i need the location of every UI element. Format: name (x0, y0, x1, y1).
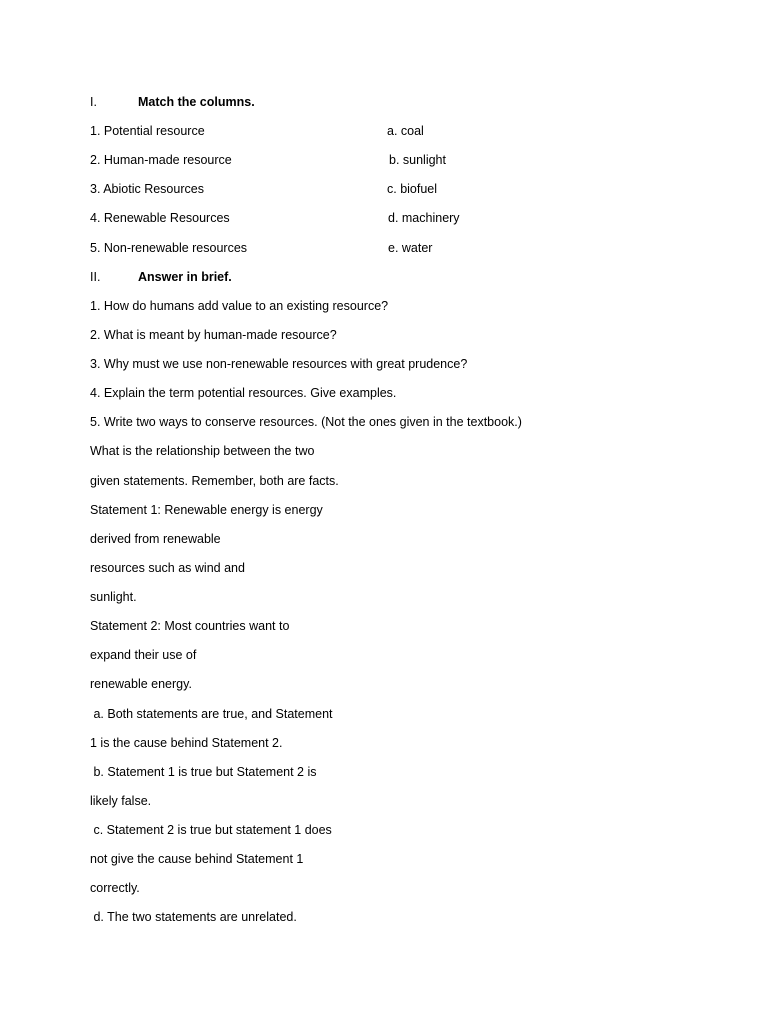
option-a-line: 1 is the cause behind Statement 2. (90, 736, 283, 750)
option-a-line: a. Both statements are true, and Statement (90, 707, 333, 721)
question-item: 4. Explain the term potential resources. Give examples. (90, 386, 397, 400)
question-item: 5. Write two ways to conserve resources. (Not the ones given in the textbook.) (90, 415, 522, 429)
section-2-heading: Answer in brief. (138, 270, 232, 284)
option-b-line: b. Statement 1 is true but Statement 2 is (90, 765, 317, 779)
match-right-item: d. machinery (388, 211, 460, 225)
match-right-item: c. biofuel (387, 182, 438, 196)
match-left-item: 1. Potential resource (90, 124, 205, 138)
section-1-numeral: I. (90, 95, 97, 109)
statement-1-line: sunlight. (90, 590, 137, 604)
option-c-line: not give the cause behind Statement 1 (90, 852, 304, 866)
match-left-item: 3. Abiotic Resources (90, 182, 204, 196)
option-d-line: d. The two statements are unrelated. (90, 910, 297, 924)
statement-1-line: Statement 1: Renewable energy is energy (90, 503, 323, 517)
match-right-item: e. water (388, 241, 433, 255)
statement-2-line: renewable energy. (90, 677, 192, 691)
question-item: 3. Why must we use non-renewable resources with great prudence? (90, 357, 468, 371)
section-1-heading: Match the columns. (138, 95, 255, 109)
match-right-item: b. sunlight (389, 153, 446, 167)
section-2-numeral: II. (90, 270, 101, 284)
match-left-item: 2. Human-made resource (90, 153, 232, 167)
match-left-item: 4. Renewable Resources (90, 211, 230, 225)
option-b-line: likely false. (90, 794, 152, 808)
match-right-item: a. coal (387, 124, 424, 138)
statement-question-line: given statements. Remember, both are facts. (90, 474, 339, 488)
option-c-line: c. Statement 2 is true but statement 1 does (90, 823, 332, 837)
statement-1-line: resources such as wind and (90, 561, 245, 575)
statement-question-line: What is the relationship between the two (90, 444, 315, 458)
question-item: 1. How do humans add value to an existing resource? (90, 299, 389, 313)
statement-1-line: derived from renewable (90, 532, 221, 546)
option-c-line: correctly. (90, 881, 140, 895)
statement-2-line: expand their use of (90, 648, 197, 662)
match-left-item: 5. Non-renewable resources (90, 241, 248, 255)
statement-2-line: Statement 2: Most countries want to (90, 619, 290, 633)
question-item: 2. What is meant by human-made resource? (90, 328, 337, 342)
